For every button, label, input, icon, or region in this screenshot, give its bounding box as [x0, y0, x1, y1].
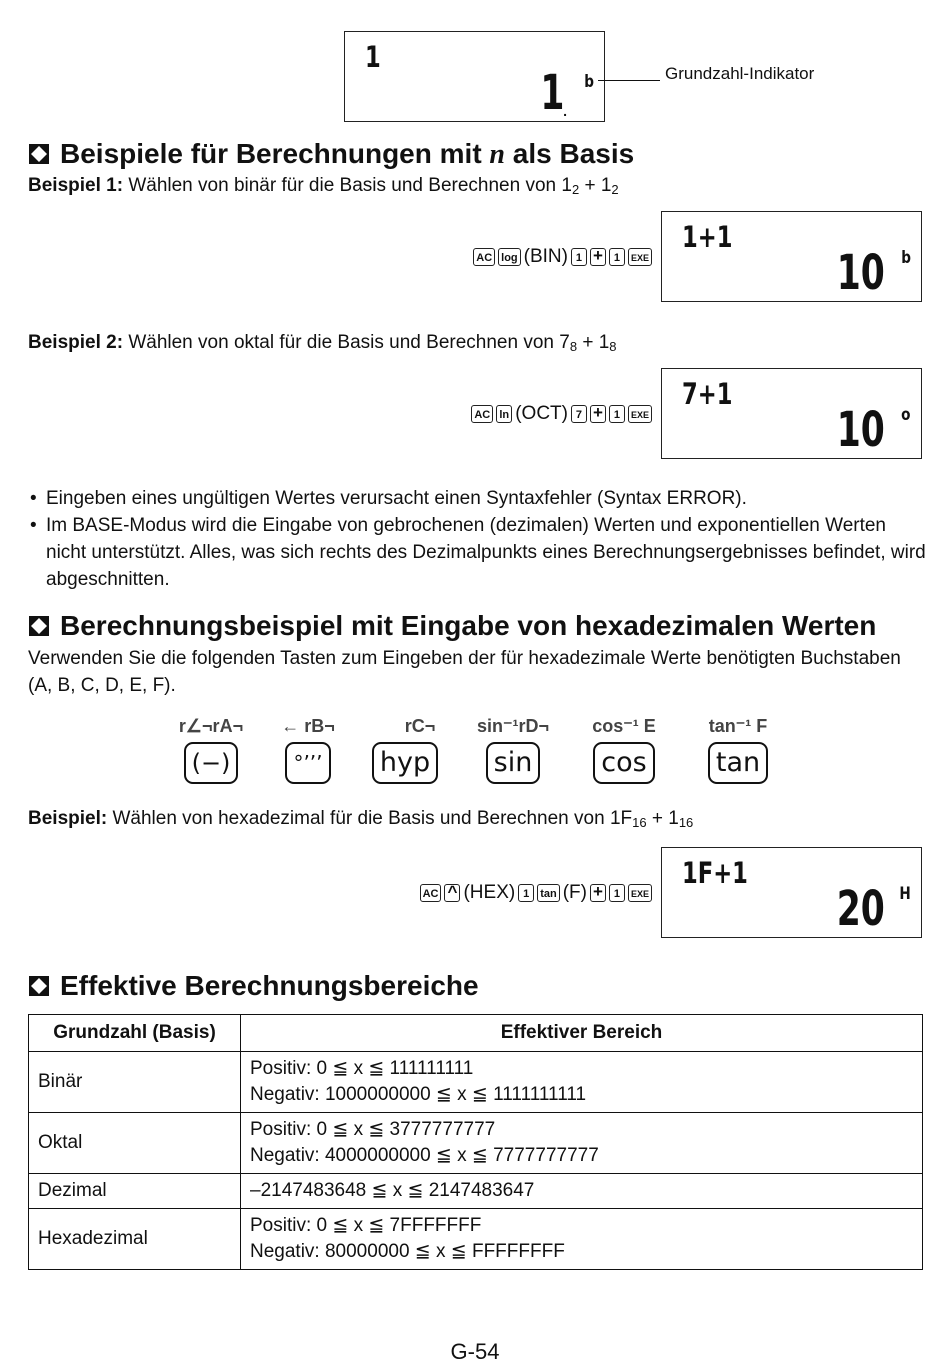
bullet-item: • Eingeben eines ungültigen Wertes verursacht einen Syntaxfehler (Syntax ERROR).: [30, 488, 747, 509]
display-result: 1: [539, 65, 564, 121]
caret-key: ^: [444, 884, 460, 902]
example-1-text: Beispiel 1: Wählen von binär für die Basis und Berechnen von $1_2 + 1_2$: [28, 175, 619, 197]
diamond-bullet-icon: [28, 143, 50, 165]
table-header: Grundzahl (Basis): [29, 1015, 241, 1052]
digit-key: 7: [571, 405, 587, 423]
range-cell: Positiv: 0 ≦ x ≦ 3777777777 Negativ: 4000000000 ≦ x ≦ 7777777777: [241, 1113, 923, 1174]
digit-key: 1: [571, 248, 587, 266]
exe-key: EXE: [628, 248, 652, 266]
table-header: Effektiver Bereich: [241, 1015, 923, 1052]
base-indicator: b: [584, 72, 594, 92]
hex-example-text: Beispiel: Wählen von hexadezimal für die Basis und Berechnen von $1F_{16} + 1_{16}$: [28, 808, 694, 830]
ln-key: ln: [496, 405, 512, 423]
example-1-display: [661, 211, 922, 302]
ac-key: AC: [471, 405, 493, 423]
section-title-ranges: Effektive Berechnungsbereiche: [28, 972, 479, 1000]
display-expression: 1: [365, 40, 381, 74]
base-indicator: b: [901, 248, 911, 268]
example-2-keys: [471, 403, 652, 425]
log-key: log: [498, 248, 521, 266]
range-cell: –2147483648 ≦ x ≦ 2147483647: [241, 1174, 923, 1209]
digit-key: 1: [609, 884, 625, 902]
base-cell: Oktal: [29, 1113, 241, 1174]
display-result: 10: [836, 402, 885, 458]
section-title-hex: Berechnungsbeispiel mit Eingabe von hexadezimalen Werten: [28, 612, 876, 640]
ranges-table: [28, 1014, 923, 1270]
plus-key: +: [590, 884, 606, 902]
oct-label: (OCT): [515, 403, 568, 424]
bin-label: (BIN): [523, 246, 568, 267]
table-row: [29, 1113, 923, 1174]
top-display: 1 1 . b: [344, 31, 605, 122]
callout-line: [598, 80, 660, 81]
digit-key: 1: [609, 405, 625, 423]
display-expression: 7+1: [682, 377, 733, 411]
function-key-c: rC¬ hyp: [370, 716, 440, 784]
diamond-bullet-icon: [28, 615, 50, 637]
tan-key: tan: [537, 884, 560, 902]
ac-key: AC: [473, 248, 495, 266]
page-number: G-54: [450, 1339, 500, 1364]
table-row: [29, 1052, 923, 1113]
table-header-row: [29, 1015, 923, 1052]
function-key-b: ← rB¬ °’’’: [268, 716, 348, 784]
base-indicator: o: [901, 405, 911, 425]
callout-label: Grundzahl-Indikator: [665, 64, 815, 83]
function-key-e: cos⁻¹ E cos: [574, 716, 674, 784]
hex-label: (HEX): [463, 882, 516, 903]
example-1-keys: [473, 246, 652, 268]
table-row: [29, 1174, 923, 1209]
exe-key: EXE: [628, 884, 652, 902]
hex-intro: Verwenden Sie die folgenden Tasten zum Eingeben der für hexadezimale Werte benötigten Buchstaben (A, B, C, D, E, F).: [28, 648, 901, 696]
example-2-display: [661, 368, 922, 459]
plus-key: +: [590, 405, 606, 423]
base-indicator: H: [899, 884, 911, 904]
function-key-a: r∠¬rA¬ (−): [168, 716, 254, 784]
exe-key: EXE: [628, 405, 652, 423]
display-result: 20: [836, 881, 885, 937]
digit-key: 1: [518, 884, 534, 902]
base-cell: Dezimal: [29, 1174, 241, 1209]
plus-key: +: [590, 248, 606, 266]
function-key-f: tan⁻¹ F tan: [688, 716, 788, 784]
range-cell: Positiv: 0 ≦ x ≦ 7FFFFFFF Negativ: 80000000 ≦ x ≦ FFFFFFFF: [241, 1209, 923, 1270]
base-cell: Binär: [29, 1052, 241, 1113]
ac-key: AC: [420, 884, 442, 902]
range-cell: Positiv: 0 ≦ x ≦ 111111111 Negativ: 1000000000 ≦ x ≦ 1111111111: [241, 1052, 923, 1113]
section-title-n-basis: Beispiele für Berechnungen mit n als Basis: [28, 140, 634, 169]
display-expression: 1+1: [682, 220, 733, 254]
bullet-item: • Im BASE-Modus wird die Eingabe von gebrochenen (dezimalen) Werten und exponentiellen Werten nicht unterstützt. Alles, was sich rechts des Dezimalpunkts eines Berechnungsergebnisses befindet, wird abgeschnitten.: [30, 515, 926, 590]
diamond-bullet-icon: [28, 975, 50, 997]
function-key-d: sin⁻¹rD¬ sin: [463, 716, 563, 784]
display-result: 10: [836, 245, 885, 301]
base-cell: Hexadezimal: [29, 1209, 241, 1270]
digit-key: 1: [609, 248, 625, 266]
hex-example-keys: [420, 882, 652, 904]
example-2-text: Beispiel 2: Wählen von oktal für die Basis und Berechnen von $7_8 + 1_8$: [28, 332, 617, 354]
table-row: [29, 1209, 923, 1270]
display-expression: 1F+1: [682, 856, 748, 890]
f-label: (F): [562, 882, 587, 903]
hex-example-display: [661, 847, 922, 938]
